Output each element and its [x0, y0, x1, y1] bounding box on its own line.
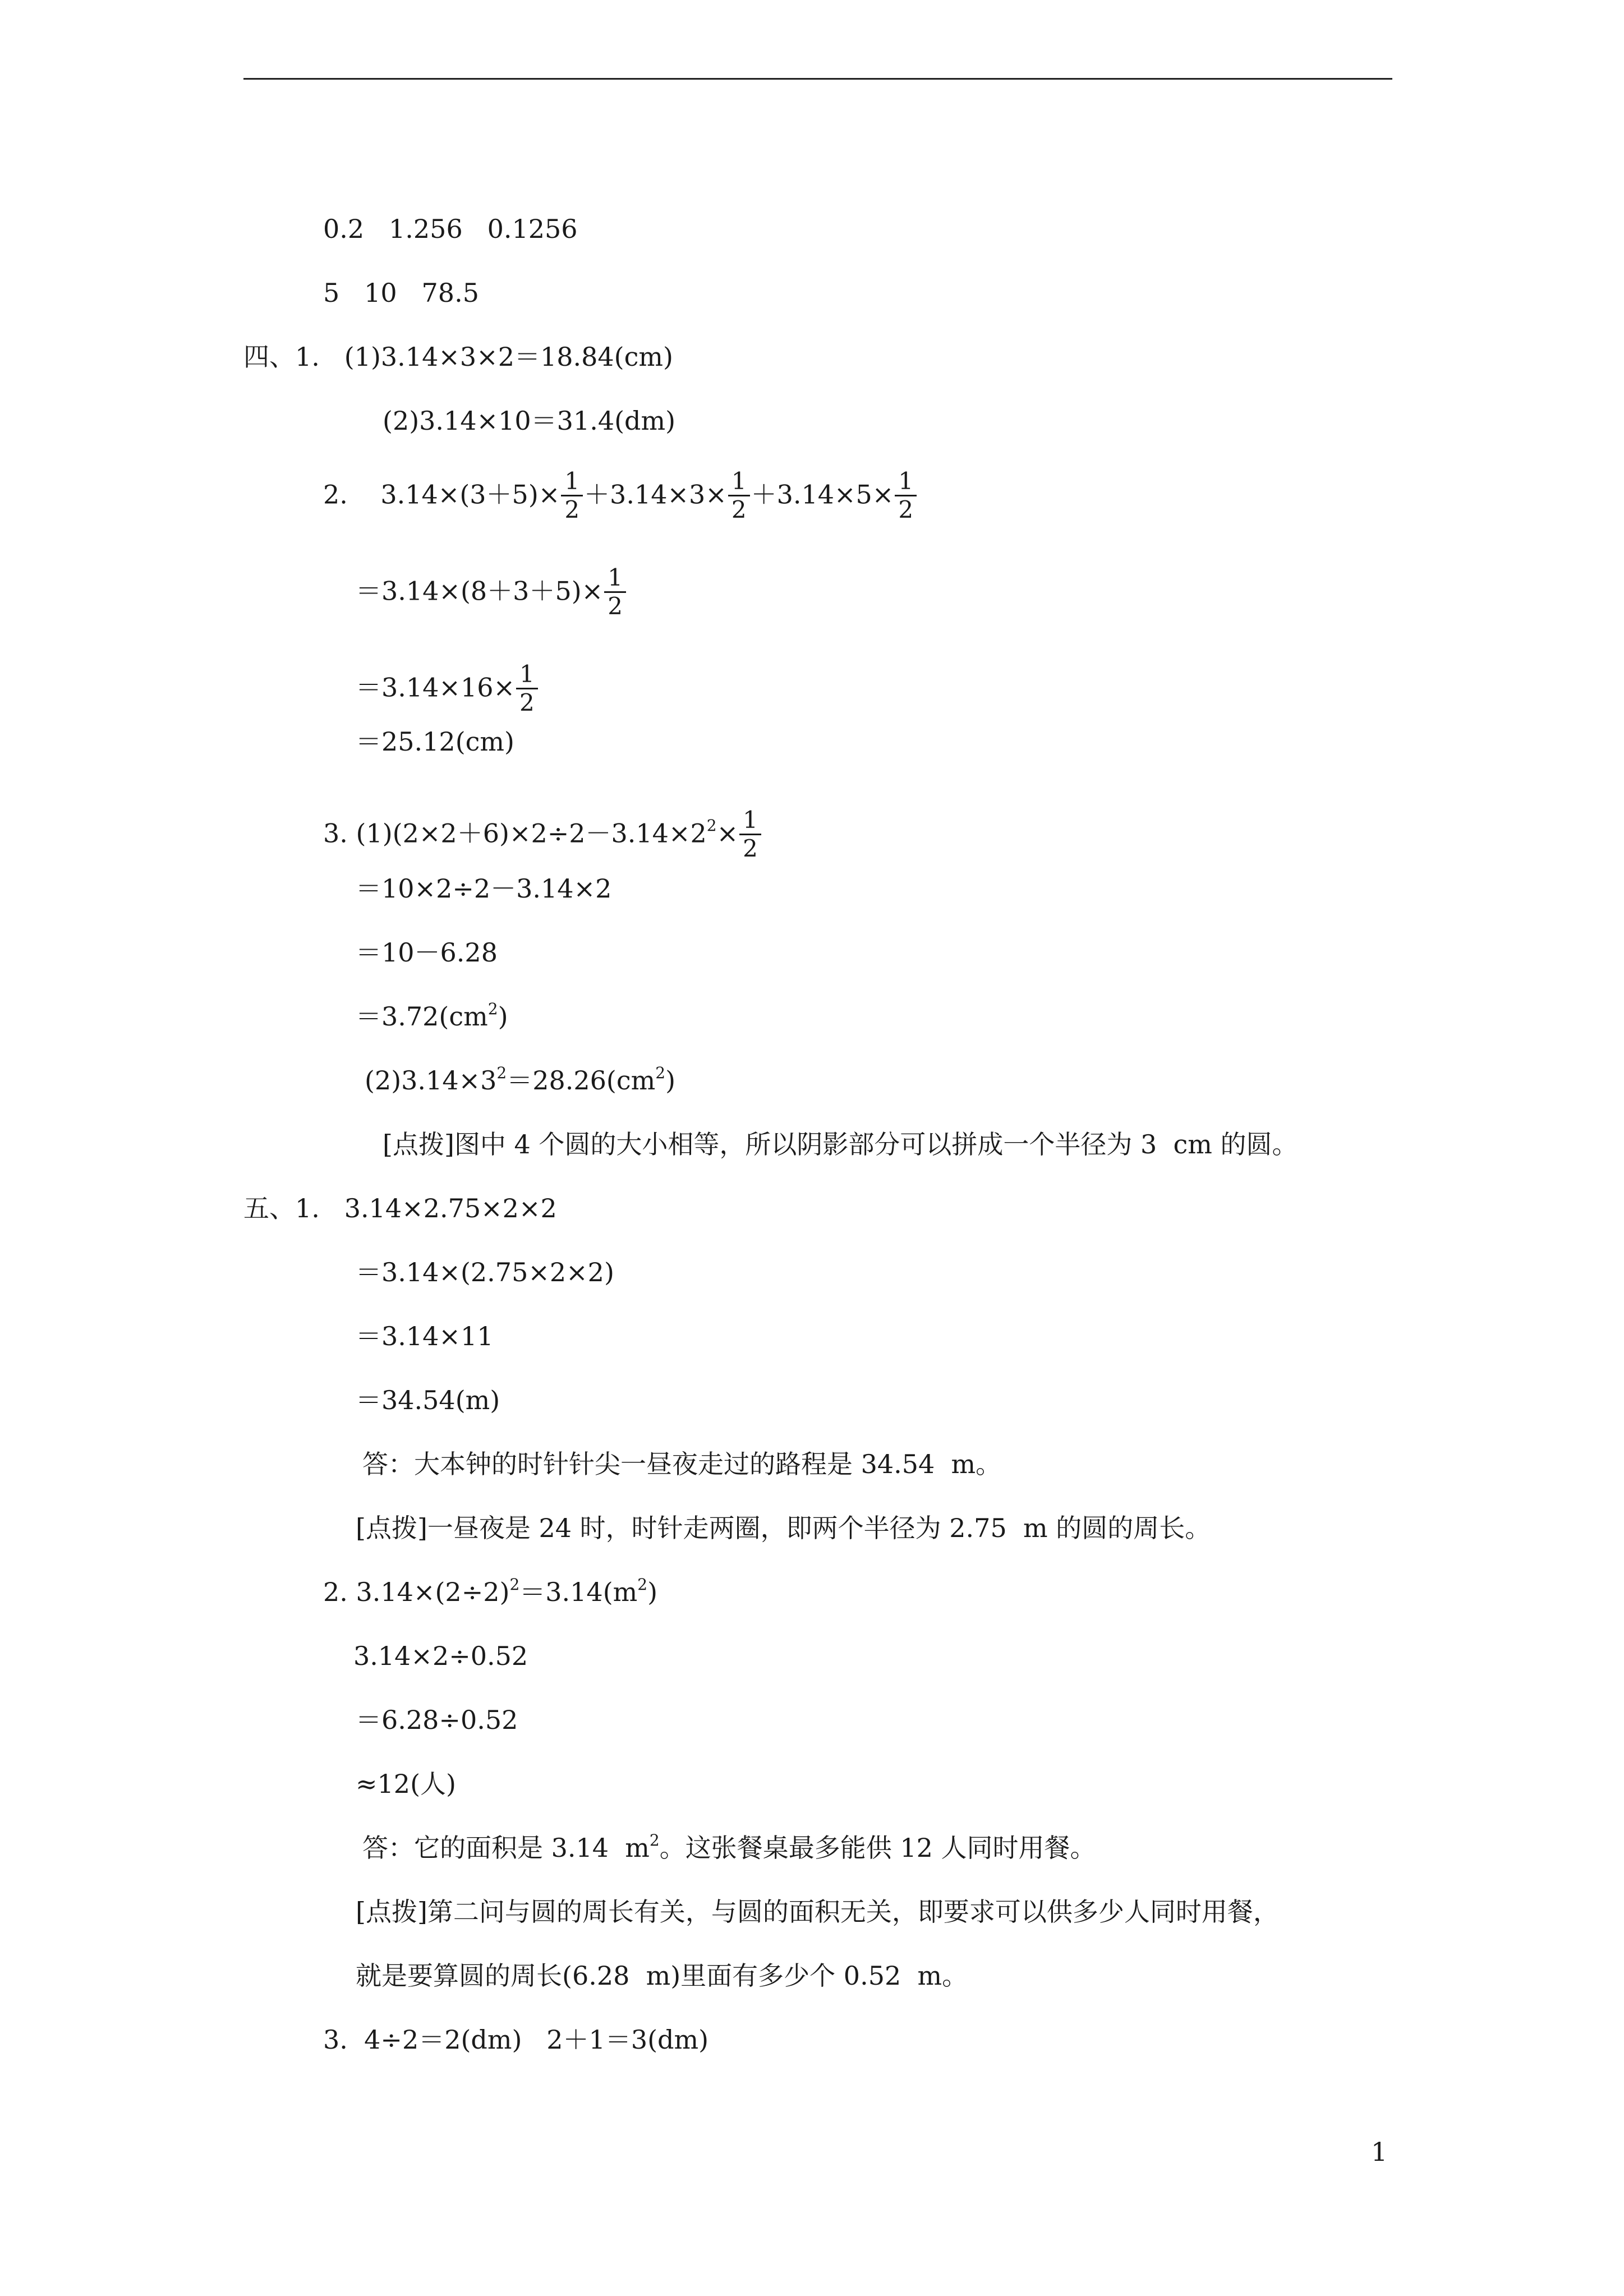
section-5-q2-step-1: 3.14×2÷0.52	[353, 1641, 528, 1671]
expr-part: (2)3.14×3	[365, 1065, 497, 1096]
section-4-q3-1-step-2: ＝10－6.28	[356, 937, 498, 968]
fraction-one-half	[739, 807, 761, 862]
expr-part: )	[498, 1001, 508, 1032]
fraction-numerator: 1	[728, 468, 750, 496]
section-5-q2-expression	[323, 1576, 657, 1608]
section-5-q1-expression: 五、1. 3.14×2.75×2×2	[243, 1193, 557, 1223]
fraction-numerator: 1	[604, 564, 626, 593]
section-5-q1-step-1: ＝3.14×(2.75×2×2)	[356, 1257, 614, 1287]
expr-part: 2. 3.14×(3＋5)×	[323, 479, 560, 510]
section-5-q2-step-2: ＝6.28÷0.52	[356, 1705, 518, 1735]
superscript: 2	[706, 816, 717, 835]
expr-part: 。这张餐桌最多能供 12 人同时用餐。	[659, 1833, 1096, 1863]
section-5-q3-expression: 3. 4÷2＝2(dm) 2＋1＝3(dm)	[323, 2024, 709, 2055]
fraction-denominator: 2	[743, 835, 758, 862]
section-5-q1-step-2: ＝3.14×11	[356, 1321, 494, 1351]
expr-part: )	[647, 1577, 658, 1607]
superscript: 2	[649, 1830, 660, 1849]
expr-part: ＝28.26(cm	[507, 1065, 656, 1096]
fraction-one-half	[516, 661, 538, 716]
section-5-q2-result: ≈12(人)	[356, 1769, 456, 1799]
section-4-q3-2	[365, 1065, 675, 1096]
section-5-q1-result: ＝34.54(m)	[356, 1385, 500, 1415]
section-4-q1-1: 四、1. (1)3.14×3×2＝18.84(cm)	[243, 342, 673, 372]
expr-part: )	[665, 1065, 676, 1096]
section-4-q3-1-result	[356, 1001, 508, 1032]
section-4-q2-step-2	[356, 662, 539, 717]
fraction-denominator: 2	[608, 592, 623, 620]
fraction-denominator: 2	[731, 496, 747, 523]
expr-part: ＝3.72(cm	[356, 1001, 488, 1032]
superscript: 2	[637, 1575, 648, 1594]
hint-section-4-q3: [点拨]图中 4 个圆的大小相等，所以阴影部分可以拼成一个半径为 3 cm 的圆。	[383, 1129, 1298, 1159]
superscript: 2	[487, 999, 498, 1018]
expr-part: 2. 3.14×(2÷2)	[323, 1577, 510, 1607]
section-4-q2-step-1	[356, 565, 627, 621]
section-4-q1-2: (2)3.14×10＝31.4(dm)	[383, 406, 676, 436]
fraction-numerator: 1	[895, 468, 917, 496]
hint-section-5-q2-line-1: [点拨]第二问与圆的周长有关，与圆的面积无关，即要求可以供多少人同时用餐，	[356, 1897, 1279, 1927]
superscript: 2	[496, 1063, 507, 1082]
expr-part: ＝3.14(m	[519, 1577, 638, 1607]
fraction-denominator: 2	[564, 496, 580, 523]
header-rule	[243, 78, 1392, 80]
expr-part: ＝3.14×(8＋3＋5)×	[356, 576, 604, 606]
section-4-q3-1-step-1: ＝10×2÷2－3.14×2	[356, 873, 612, 904]
section-4-q2-result: ＝25.12(cm)	[356, 726, 514, 757]
section-5-q1-answer: 答：大本钟的时针针尖一昼夜走过的路程是 34.54 m。	[362, 1449, 1002, 1479]
section-5-q2-answer	[362, 1832, 1096, 1864]
hint-section-5-q1: [点拨]一昼夜是 24 时，时针走两圈，即两个半径为 2.75 m 的圆的周长。	[356, 1513, 1211, 1543]
fraction-numerator: 1	[739, 807, 761, 835]
section-4-q2-expression	[323, 469, 918, 524]
superscript: 2	[509, 1575, 520, 1594]
fraction-one-half	[604, 564, 626, 620]
expr-part: ×	[716, 818, 739, 849]
expr-part: 答：它的面积是 3.14 m	[362, 1833, 650, 1863]
hint-section-5-q2-line-2: 就是要算圆的周长(6.28 m)里面有多少个 0.52 m。	[356, 1961, 968, 1991]
section-4-q3-1-expression	[323, 808, 762, 863]
expr-part: 3. (1)(2×2＋6)×2÷2－3.14×2	[323, 818, 707, 849]
fraction-denominator: 2	[519, 689, 535, 716]
fraction-numerator: 1	[516, 661, 538, 689]
fraction-denominator: 2	[898, 496, 914, 523]
fraction-one-half	[728, 468, 750, 523]
fraction-one-half	[561, 468, 583, 523]
expr-part: ＋3.14×5×	[751, 479, 894, 510]
answer-line-1: 0.2 1.256 0.1256	[323, 214, 578, 244]
expr-part: ＝3.14×16×	[356, 672, 516, 703]
fraction-numerator: 1	[561, 468, 583, 496]
page-number: 1	[1371, 2137, 1388, 2167]
expr-part: ＋3.14×3×	[584, 479, 727, 510]
fraction-one-half	[895, 468, 917, 523]
superscript: 2	[655, 1063, 666, 1082]
answer-line-2: 5 10 78.5	[323, 278, 479, 308]
